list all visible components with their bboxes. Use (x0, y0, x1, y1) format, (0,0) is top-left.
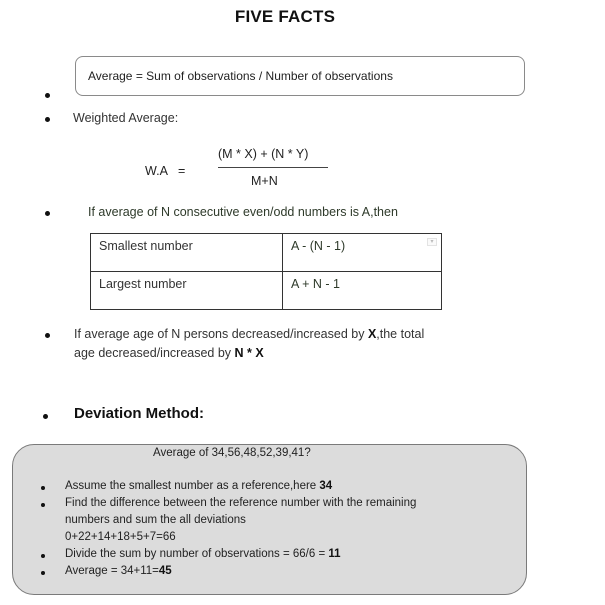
bullet (45, 333, 50, 338)
table-row (91, 272, 442, 310)
text: ,the total (376, 327, 425, 341)
step-item-continued: numbers and sum the all deviations (65, 514, 246, 526)
bold-text: 34 (319, 480, 333, 492)
table-cell-name: Smallest number (91, 234, 283, 272)
average-age-line-2 (74, 346, 264, 360)
table-cell-value (283, 234, 442, 272)
bullet (41, 554, 45, 558)
example-question: Average of 34,56,48,52,39,41? (153, 447, 311, 459)
bullet (45, 117, 50, 122)
bullet (41, 486, 45, 490)
step-item (65, 548, 341, 560)
step-calculation: 0+22+14+18+5+7=66 (65, 531, 176, 543)
bullet (43, 414, 48, 419)
bold-text: N * X (234, 346, 264, 360)
text: age decreased/increased by (74, 346, 235, 360)
weighted-average-denominator: M+N (251, 174, 278, 188)
step-item: Find the difference between the reference number with the remaining (65, 497, 417, 509)
consecutive-numbers-table (90, 233, 442, 310)
table-cell-value: A + N - 1 (283, 272, 442, 310)
average-age-line-1 (74, 327, 424, 341)
bold-text: 45 (158, 565, 172, 577)
fraction-bar (218, 167, 328, 168)
weighted-average-numerator: (M * X) + (N * Y) (218, 147, 309, 161)
bullet (41, 503, 45, 507)
cell-dropdown-icon[interactable]: ▾ (427, 238, 437, 246)
table-cell-name: Largest number (91, 272, 283, 310)
bold-text: X (367, 327, 377, 341)
table-row (91, 234, 442, 272)
table-cell-value-text: A - (N - 1) (291, 239, 346, 253)
bullet (45, 211, 50, 216)
deviation-example-box (12, 444, 527, 595)
deviation-method-heading: Deviation Method: (74, 405, 204, 422)
bullet (45, 93, 50, 98)
weighted-average-equals: = (178, 164, 186, 178)
weighted-average-label: Weighted Average: (73, 111, 179, 125)
consecutive-numbers-label: If average of N consecutive even/odd numbers is A,then (88, 205, 398, 219)
page-title: FIVE FACTS (234, 7, 336, 26)
average-formula-box (75, 56, 525, 96)
text: Average = 34+11= (65, 565, 159, 577)
bold-text: 11 (328, 548, 341, 560)
average-formula: Average = Sum of observations / Number of observations (88, 69, 393, 83)
text: If average age of N persons decreased/increased by (74, 327, 368, 341)
step-item (65, 480, 332, 492)
weighted-average-lhs: W.A (145, 164, 168, 178)
text: Assume the smallest number as a reference,here (65, 480, 320, 492)
bullet (41, 571, 45, 575)
text: Divide the sum by number of observations = 66/6 = (65, 548, 329, 560)
step-item (65, 565, 172, 577)
